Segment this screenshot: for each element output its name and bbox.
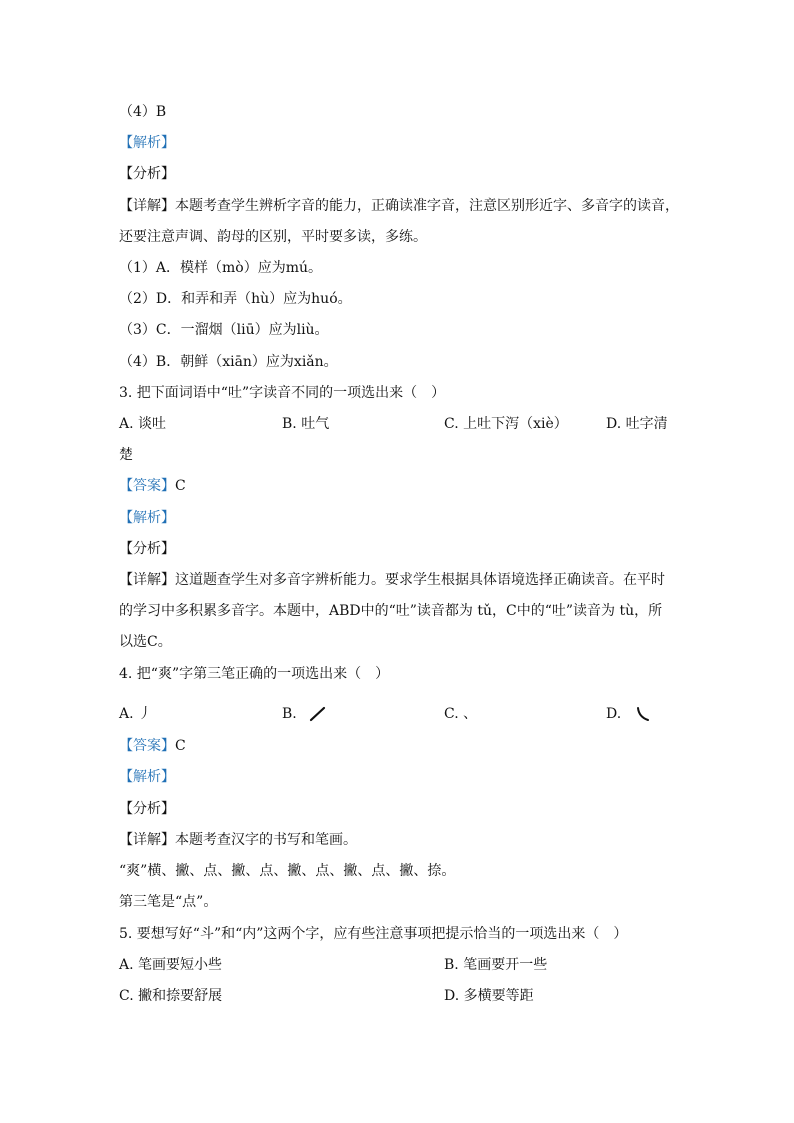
question-3-stem: 3. 把下面词语中“吐”字读音不同的一项选出来（ ） <box>119 385 446 401</box>
rising-stroke-icon <box>309 705 327 723</box>
q4-detail-line2: “爽”横、撇、点、撇、点、撇、点、撇、点、撇、捺。 <box>119 863 456 879</box>
q3-option-d: D. 吐字清 <box>606 416 668 432</box>
q4-option-c-label: C. <box>444 706 459 722</box>
q3-answer <box>119 476 186 496</box>
q5-option-b: B. 笔画要开一些 <box>444 957 548 973</box>
q4-analysis-heading: 【解析】 <box>119 769 175 785</box>
question-4-stem: 4. 把“爽”字第三笔正确的一项选出来（ ） <box>119 666 390 682</box>
q4-option-d <box>606 704 652 724</box>
q3-detail-text: 这道题查学生对多音字辨析能力。要求学生根据具体语境选择正确读音。在平时 <box>175 572 665 588</box>
q4-detail-text: 本题考查汉字的书写和笔画。 <box>175 832 357 848</box>
q3-answer-value: C <box>175 478 186 494</box>
q4-detail-tag: 【详解】 <box>119 832 175 848</box>
question-5-stem: 5. 要想写好“斗”和“内”这两个字，应有些注意事项把提示恰当的一项选出来（ ） <box>119 926 628 942</box>
q4-option-b-label: B. <box>282 706 297 722</box>
q3-detail-line3: 以选C。 <box>119 634 172 650</box>
q4-option-b <box>282 704 327 724</box>
answer-line-4b: （4）B <box>119 104 167 120</box>
q3-option-a: A. 谈吐 <box>119 416 167 432</box>
dot-stroke-icon <box>634 705 652 723</box>
detail-paragraph-line2: 还要注意声调、韵母的区别，平时要多读，多练。 <box>119 229 427 245</box>
q4-answer-tag: 【答案】 <box>119 738 175 754</box>
analysis-heading: 【解析】 <box>119 135 175 151</box>
q4-detail-line3: 第三笔是“点”。 <box>119 894 218 910</box>
q3-option-d-wrap: 楚 <box>119 447 133 463</box>
q4-option-a <box>119 704 152 724</box>
q3-option-c: C. 上吐下泻（xiè） <box>444 416 568 432</box>
fenxi-heading: 【分析】 <box>119 166 175 182</box>
q4-answer-value: C <box>175 738 186 754</box>
q3-analysis-heading: 【解析】 <box>119 510 175 526</box>
detail-tag: 【详解】 <box>119 198 175 214</box>
q4-option-c-glyph: 、 <box>463 706 478 722</box>
q3-fenxi-heading: 【分析】 <box>119 541 175 557</box>
q4-option-a-glyph: 丿 <box>138 706 153 722</box>
q5-option-d: D. 多横要等距 <box>444 988 534 1004</box>
q3-detail-tag: 【详解】 <box>119 572 175 588</box>
q3-detail-line1 <box>119 570 665 590</box>
q4-answer <box>119 736 186 756</box>
q3-option-b: B. 吐气 <box>282 416 330 432</box>
q5-option-c: C. 撇和捺要舒展 <box>119 988 223 1004</box>
detail-paragraph-line1 <box>119 196 679 216</box>
q4-option-d-label: D. <box>606 706 622 722</box>
q5-option-a: A. 笔画要短小些 <box>119 957 223 973</box>
q3-detail-line2: 的学习中多积累多音字。本题中，ABD中的“吐”读音都为 tǔ，C中的“吐”读音为 tù，所 <box>119 603 663 619</box>
detail-text: 本题考查学生辨析字音的能力，正确读准字音，注意区别形近字、多音字的读音， <box>175 198 679 214</box>
q4-detail-line1 <box>119 830 357 850</box>
q3-answer-tag: 【答案】 <box>119 478 175 494</box>
q4-option-a-label: A. <box>119 706 134 722</box>
q4-option-c <box>444 704 477 724</box>
correction-item-2: （2）D．和弄和弄（hù）应为huó。 <box>119 291 352 307</box>
correction-item-1: （1）A．模样（mò）应为mú。 <box>119 260 323 276</box>
correction-item-3: （3）C．一溜烟（liū）应为liù。 <box>119 322 329 338</box>
correction-item-4: （4）B．朝鲜（xiān）应为xiǎn。 <box>119 354 338 370</box>
q4-fenxi-heading: 【分析】 <box>119 801 175 817</box>
